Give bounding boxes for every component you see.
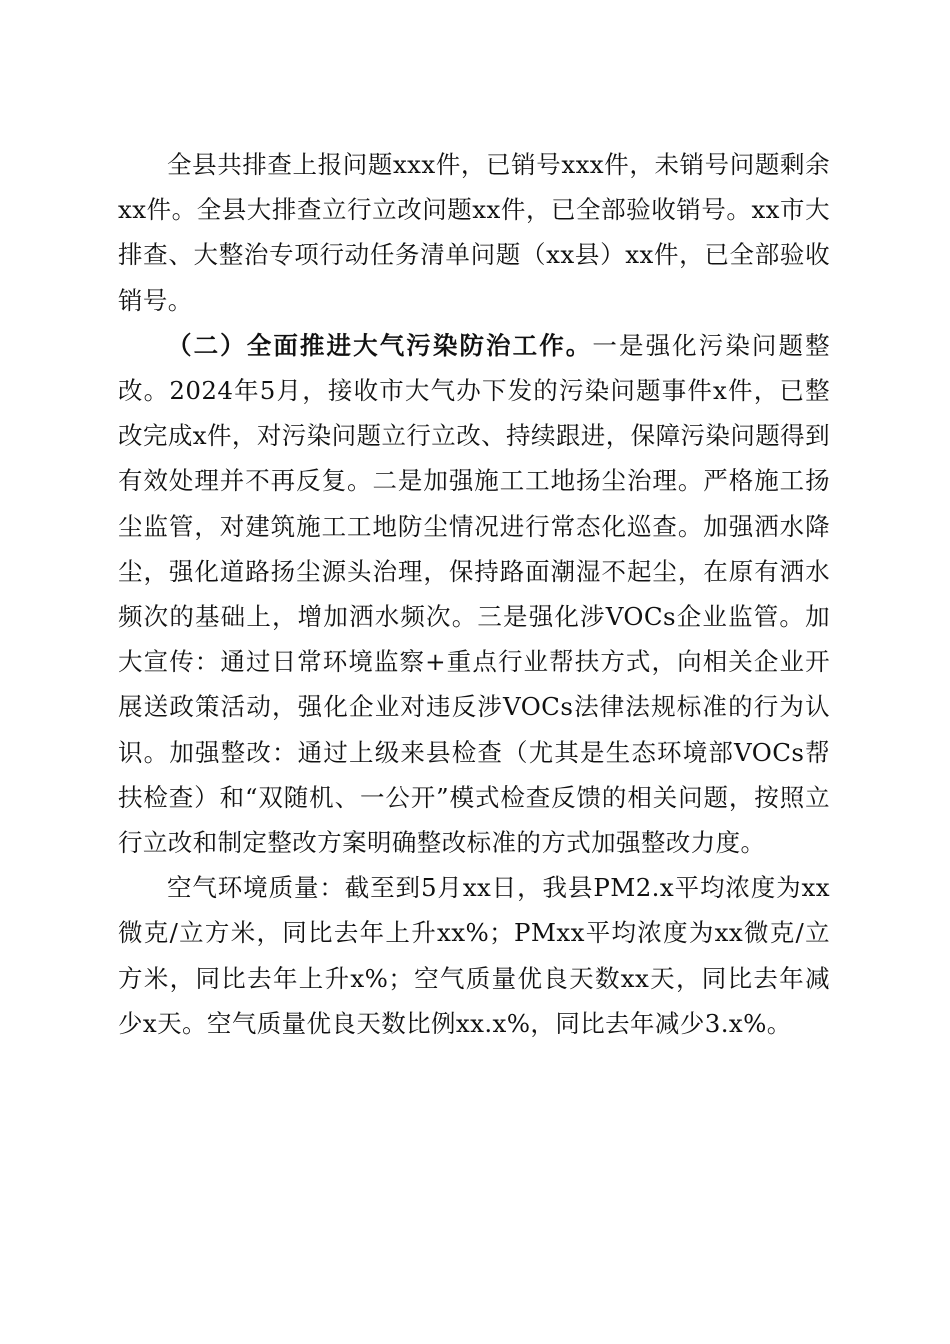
- paragraph-air-quality: [118, 865, 830, 1046]
- paragraph-problem-rectification: [118, 142, 830, 323]
- paragraph-text: 空气环境质量：截至到5月xx日，我县PM2.x平均浓度为xx微克/立方米，同比去年上升xx%；PMxx平均浓度为xx微克/立方米，同比去年上升x%；空气质量优良天数xx天，同比去年减少x天。空气质量优良天数比例xx.x%，同比去年减少3.x%。: [118, 873, 830, 1038]
- paragraph-text: 一是强化污染问题整改。2024年5月，接收市大气办下发的污染问题事件x件，已整改完成x件，对污染问题立行立改、持续跟进，保障污染问题得到有效处理并不再反复。二是加强施工工地扬尘治理。严格施工扬尘监管，对建筑施工工地防尘情况进行常态化巡查。加强洒水降尘，强化道路扬尘源头治理，保持路面潮湿不起尘，在原有洒水频次的基础上，增加洒水频次。三是强化涉VOCs企业监管。加大宣传：通过日常环境监察+重点行业帮扶方式，向相关企业开展送政策活动，强化企业对违反涉VOCs法律法规标准的行为认识。加强整改：通过上级来县检查（尤其是生态环境部VOCs帮扶检查）和“双随机、一公开”模式检查反馈的相关问题，按照立行立改和制定整改方案明确整改标准的方式加强整改力度。: [118, 330, 830, 858]
- paragraph-air-pollution: [118, 323, 830, 865]
- document-body: [118, 142, 830, 1046]
- section-heading: （二）全面推进大气污染防治工作。: [167, 330, 593, 360]
- paragraph-text: 全县共排查上报问题xxx件，已销号xxx件，未销号问题剩余xx件。全县大排查立行立改问题xx件，已全部验收销号。xx市大排查、大整治专项行动任务清单问题（xx县）xx件，已全部验收销号。: [118, 150, 830, 315]
